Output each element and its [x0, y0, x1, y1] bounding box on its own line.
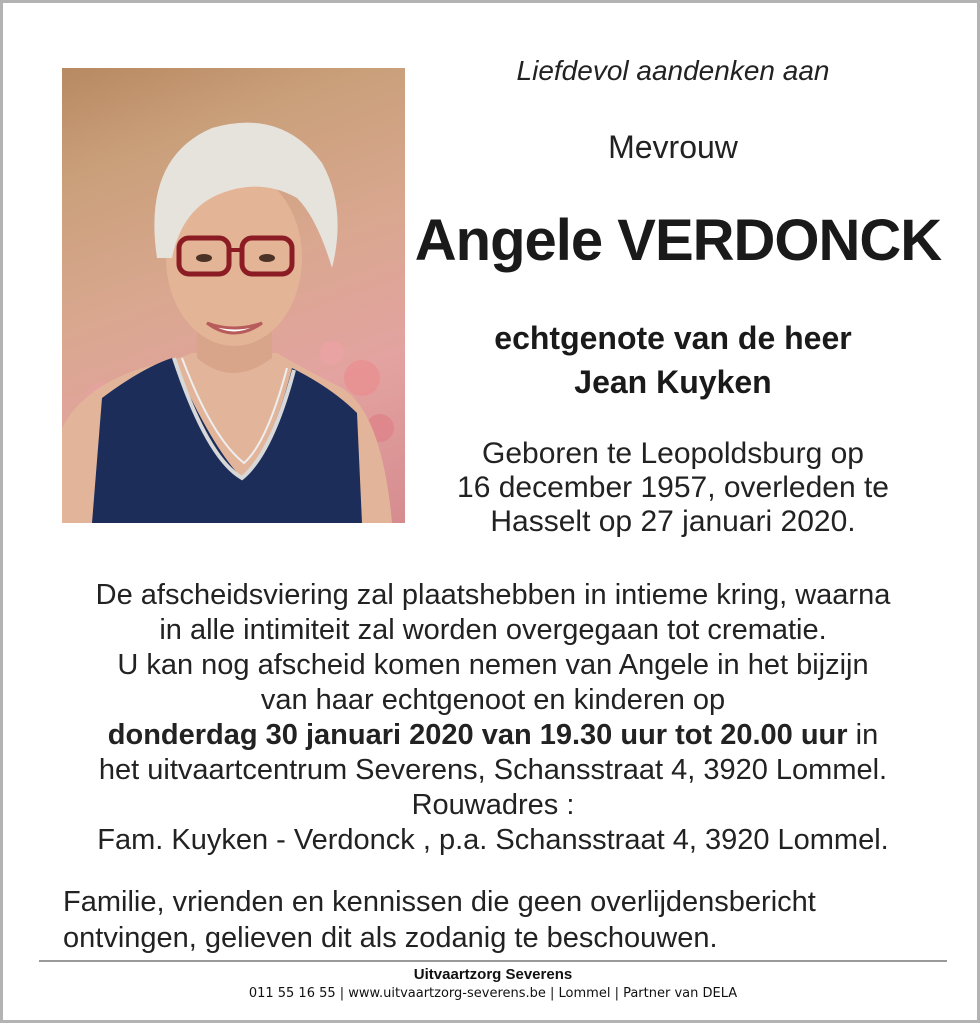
closing-note — [63, 884, 943, 956]
portrait-photo — [62, 68, 405, 523]
born-line-2: 16 december 1957, overleden te — [457, 471, 889, 504]
body-line-8: Fam. Kuyken - Verdonck , p.a. Schansstraat 4, 3920 Lommel. — [97, 824, 889, 856]
spouse-line-2: Jean Kuyken — [574, 364, 772, 400]
body-line-2: in alle intimiteit zal worden overgegaan tot crematie. — [159, 614, 827, 646]
viewing-datetime: donderdag 30 januari 2020 van 19.30 uur tot 20.00 uur — [107, 719, 848, 751]
body-line-3: U kan nog afscheid komen nemen van Angele in het bijzijn — [117, 649, 869, 681]
body-line-4: van haar echtgenoot en kinderen op — [260, 684, 726, 716]
deceased-name: Angele VERDONCK — [414, 208, 942, 273]
body-line-5 — [43, 718, 943, 753]
funeral-company-name: Uitvaartzorg Severens — [413, 966, 573, 983]
body-line-5-rest: in — [847, 719, 879, 751]
funeral-company-contact: 011 55 16 55 | www.uitvaartzorg-severens.be | Lommel | Partner van DELA — [248, 986, 738, 1001]
closing-line-2: ontvingen, gelieven dit als zodanig te beschouwen. — [63, 922, 718, 954]
closing-line-1: Familie, vrienden en kennissen die geen overlijdensbericht — [63, 886, 816, 918]
birth-death-info — [433, 437, 913, 539]
born-line-3: Hasselt op 27 januari 2020. — [490, 505, 856, 538]
honorific-title: Mevrouw — [608, 129, 738, 165]
body-line-7: Rouwadres : — [411, 789, 575, 821]
footer-divider — [39, 960, 947, 962]
ceremony-details — [43, 578, 943, 858]
spouse-info — [433, 316, 913, 404]
body-line-6: het uitvaartcentrum Severens, Schansstraat 4, 3920 Lommel. — [98, 754, 888, 786]
born-line-1: Geboren te Leopoldsburg op — [482, 437, 864, 470]
intro-text: Liefdevol aandenken aan — [516, 55, 830, 86]
portrait-photo-drawing — [62, 68, 405, 523]
spouse-line-1: echtgenote van de heer — [494, 320, 852, 356]
body-line-1: De afscheidsviering zal plaatshebben in intieme kring, waarna — [95, 579, 891, 611]
